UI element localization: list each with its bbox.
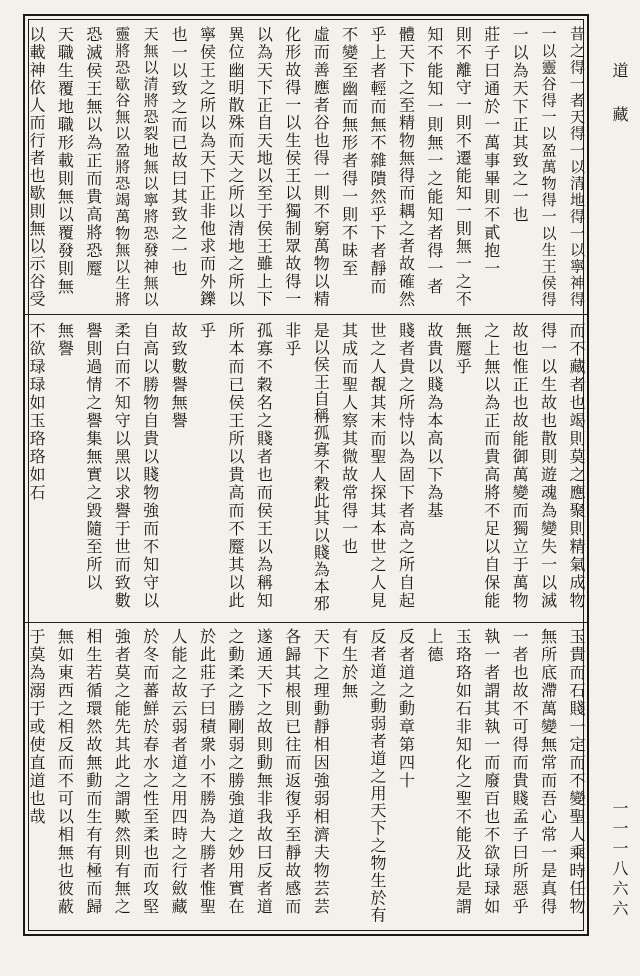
text-column-middle-6: 故貴以賤為本高以下為基	[424, 322, 444, 520]
text-column-bottom-3: 一者也故不可得而貴賤孟子曰所惡乎	[510, 628, 530, 916]
text-column-bottom-2: 無所底滯萬變無常而吾心常一是真得	[538, 628, 558, 916]
text-column-top-4: 莊子曰通於一萬事畢則不貳抱一	[481, 26, 501, 278]
text-column-top-17: 靈將恐歇谷無以盈將恐竭萬物無以生將	[113, 26, 132, 308]
text-column-bottom-15: 人能之故云弱者道之用四時之行斂藏	[169, 628, 189, 916]
text-column-top-15: 也一以致之而已故曰其致之一也	[169, 26, 189, 278]
text-column-middle-14: 乎	[197, 322, 217, 340]
text-column-top-1: 昔之得一者天得一以清地得一以寧神得	[568, 26, 586, 308]
text-column-bottom-18: 相生若循環然故無動而生有有極而歸	[83, 628, 103, 916]
text-column-bottom-19: 無如東西之相反而不可以相無也彼蔽	[55, 628, 75, 916]
text-column-bottom-13: 之動柔之勝剛弱之勝強道之妙用實在	[225, 628, 245, 916]
text-column-bottom-12: 遂通天下之故則動無非我故曰反者道	[254, 628, 274, 916]
text-column-middle-9: 其成而聖人察其微故常得一也	[339, 322, 359, 556]
text-column-top-7: 體天下之至精物無得而耦之者故確然	[396, 26, 416, 308]
text-column-top-3: 一以為天下正其致之一也	[510, 26, 530, 224]
text-column-bottom-10: 天下之理動靜相因強弱相濟夫物芸芸	[311, 628, 331, 916]
text-column-top-2: 一以靈谷得一以盈萬物得一以生王侯得	[539, 26, 558, 308]
text-column-top-11: 化形故得一以生侯王以獨制眾故得一	[282, 26, 302, 308]
text-column-middle-4: 之上無以為正而貴高將不足以自保能	[481, 322, 501, 610]
margin-page-number: 一一一八六六	[610, 800, 629, 920]
text-column-top-12: 以為天下正自天地以至于侯王雖上下	[254, 26, 274, 308]
text-column-middle-3: 故也惟正也故能御萬變而獨立于萬物	[510, 322, 530, 610]
text-column-middle-18: 譽則過情之譽集無實之毀隨至所以	[83, 322, 103, 592]
text-column-middle-12: 孤寡不穀名之賤者也而侯王以為稱知	[254, 322, 274, 610]
text-column-middle-20: 不欲琭琭如玉珞珞如石	[27, 322, 46, 502]
text-column-middle-15: 故致數譽無譽	[169, 322, 189, 430]
text-column-middle-19: 無譽	[55, 322, 75, 358]
text-column-bottom-7: 反者道之動章第四十	[396, 628, 416, 790]
text-column-middle-2: 得一以生故也散則遊魂為變失一以滅	[538, 322, 558, 610]
text-column-top-20: 以載神依人而行者也歇則無以示谷受	[27, 26, 46, 308]
text-column-bottom-20: 于莫為溺于或使直道也哉	[27, 628, 46, 826]
text-column-middle-5: 無蹷乎	[453, 322, 473, 376]
text-column-bottom-6: 上德	[424, 628, 444, 664]
text-column-middle-10: 是以侯王自稱孤寡不穀此其以賤為本邪	[311, 322, 331, 612]
text-column-top-13: 異位幽明散殊而天之所以清地之所以	[225, 26, 245, 308]
page-frame	[23, 14, 589, 936]
text-column-top-10: 虛而善應者谷也得一則不窮萬物以精	[311, 26, 331, 308]
panel-divider-top	[25, 314, 587, 315]
text-column-bottom-9: 有生於無	[339, 628, 359, 700]
text-column-top-16: 天無以清將恐裂地無以寧將恐發神無以	[141, 26, 160, 308]
text-column-top-14: 寧侯王之所以為天下正非他求而外鑠	[197, 26, 217, 308]
text-column-top-6: 知不能知一則無一之能知者得一者	[424, 26, 444, 296]
text-column-middle-16: 自高以勝物自貴以賤物強而不知守以	[140, 322, 160, 610]
panel-divider-bottom	[25, 622, 587, 623]
text-column-bottom-14: 於此莊子曰積衆小不勝為大勝者惟聖	[197, 628, 217, 916]
text-column-bottom-5: 玉珞珞如石非知化之聖不能及此是謂	[453, 628, 473, 916]
margin-title: 道藏	[610, 62, 629, 150]
text-column-bottom-4: 執一者謂其執一而廢百也不欲琭琭如	[481, 628, 501, 916]
text-column-bottom-17: 強者莫之能先其此之謂歟然則有無之	[112, 628, 132, 916]
text-column-top-9: 不變至幽而無形者得一則不昧至	[339, 26, 359, 278]
text-column-top-19: 天職生覆地職形載則無以覆發則無	[55, 26, 75, 296]
text-column-middle-8: 世之人覩其末而聖人探其本世之人見	[368, 322, 388, 610]
text-column-bottom-11: 各歸其根則已往而返復乎至靜故感而	[282, 628, 302, 916]
text-column-bottom-1: 玉貴而石賤一定而不變聖人乘時任物	[567, 628, 586, 916]
text-column-middle-13: 所本而已侯王所以貴高而不蹷其以此	[225, 322, 245, 610]
text-column-bottom-16: 於冬而蕃鮮於春水之性至柔也而攻堅	[140, 628, 160, 916]
text-column-middle-17: 柔白而不知守以黑以求譽于世而致數	[112, 322, 132, 610]
text-column-bottom-8: 反者道之動弱者道之用天下之物生於有	[368, 628, 388, 924]
text-column-top-8: 乎上者輕而無不雜隤然乎下者靜而	[368, 26, 388, 296]
text-column-top-5: 則不離守一則不遷能知一則無一之不	[453, 26, 473, 308]
text-column-top-18: 恐滅侯王無以為正而貴高將恐蹷	[83, 26, 103, 278]
text-column-middle-1: 而不藏者也竭則莫之應聚則精氣成物	[567, 322, 586, 610]
text-column-middle-7: 賤者貴之所恃以為固下者高之所自起	[396, 322, 416, 610]
text-column-middle-11: 非乎	[282, 322, 302, 358]
